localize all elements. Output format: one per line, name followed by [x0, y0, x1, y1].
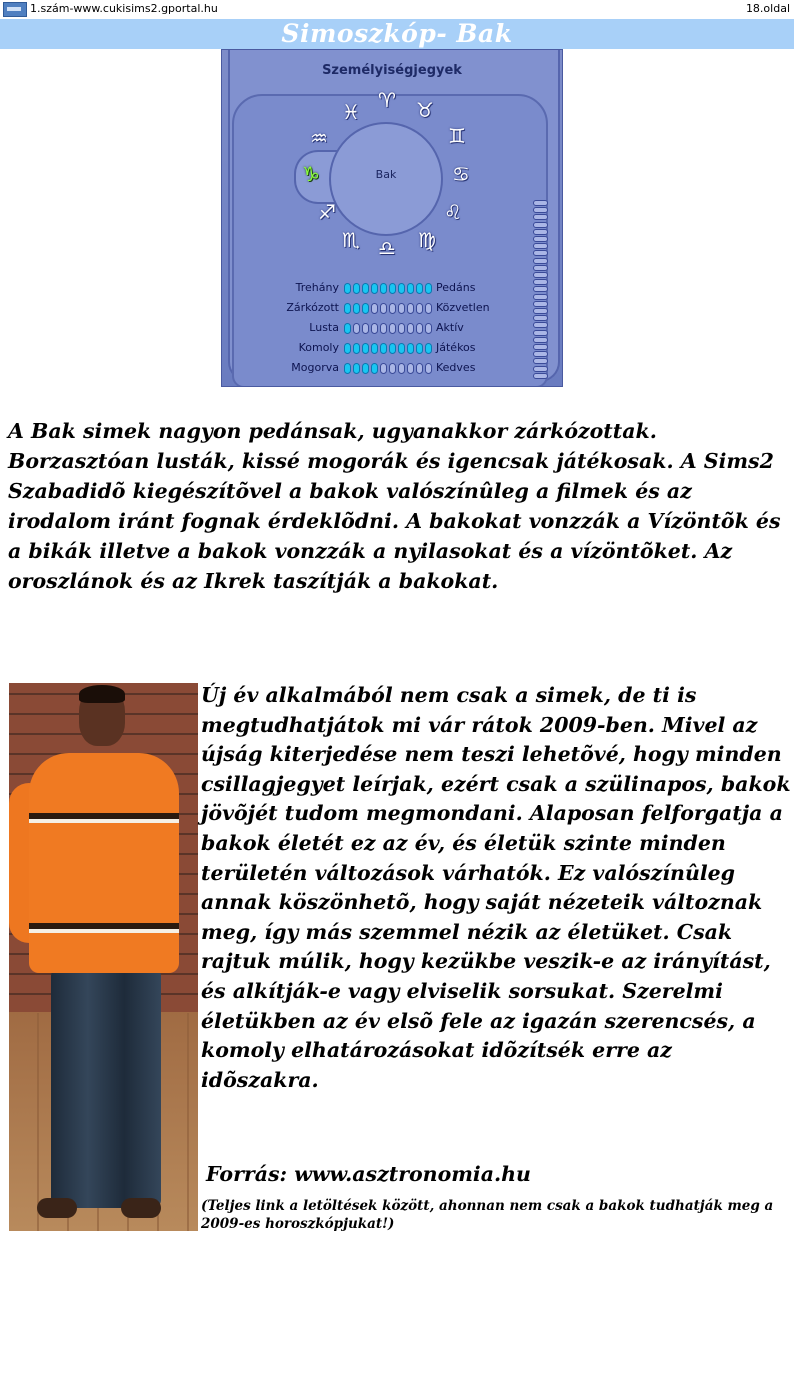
trait-row	[222, 360, 562, 378]
points-remaining-bar	[531, 200, 549, 380]
trait-pip	[380, 303, 387, 314]
sim-photo	[9, 683, 198, 1231]
points-pip	[533, 315, 548, 321]
sim-orange-sweater	[29, 753, 179, 973]
trait-pip	[380, 363, 387, 374]
top-bar	[0, 0, 794, 18]
trait-pip	[344, 303, 351, 314]
trait-pip	[416, 363, 423, 374]
trait-pip	[353, 363, 360, 374]
trait-left-label: Mogorva	[291, 361, 339, 374]
trait-right-label: Pedáns	[436, 281, 476, 294]
points-pip	[533, 330, 548, 336]
trait-pip	[353, 283, 360, 294]
trait-pip	[362, 343, 369, 354]
trait-pip	[398, 303, 405, 314]
trait-pip	[362, 283, 369, 294]
trait-pip	[407, 323, 414, 334]
trait-bar	[344, 283, 434, 295]
page-title: Simoszkóp- Bak	[281, 19, 513, 48]
trait-pip	[389, 303, 396, 314]
trait-right-label: Közvetlen	[436, 301, 490, 314]
trait-pip	[344, 363, 351, 374]
points-pip	[533, 337, 548, 343]
trait-pip	[371, 343, 378, 354]
trait-pip	[398, 343, 405, 354]
sim-jeans	[51, 968, 161, 1208]
trait-pip	[353, 343, 360, 354]
points-pip	[533, 222, 548, 228]
virgo-icon[interactable]: ♍	[418, 228, 436, 252]
trait-right-label: Aktív	[436, 321, 464, 334]
trait-pip	[416, 343, 423, 354]
trait-pip	[407, 303, 414, 314]
gemini-icon[interactable]: ♊	[448, 124, 466, 148]
trait-pip	[416, 303, 423, 314]
trait-pip	[425, 283, 432, 294]
points-pip	[533, 279, 548, 285]
trait-pip	[371, 303, 378, 314]
aries-icon[interactable]: ♈	[378, 88, 396, 112]
trait-pip	[416, 283, 423, 294]
trait-pip	[362, 303, 369, 314]
points-pip	[533, 294, 548, 300]
leo-icon[interactable]: ♌	[444, 200, 462, 224]
trait-left-label: Zárkózott	[286, 301, 339, 314]
trait-bar	[344, 343, 434, 355]
personality-panel	[221, 49, 563, 387]
trait-pip	[353, 323, 360, 334]
trait-pip	[344, 343, 351, 354]
points-pip	[533, 358, 548, 364]
points-pip	[533, 229, 548, 235]
source-line: Forrás: www.asztronomia.hu	[206, 1162, 531, 1186]
trait-row	[222, 280, 562, 298]
points-pip	[533, 308, 548, 314]
sim-shoe-right	[121, 1198, 161, 1218]
trait-pip	[344, 323, 351, 334]
points-pip	[533, 200, 548, 206]
intro-paragraph: A Bak simek nagyon pedánsak, ugyanakkor zárkózottak. Borzasztóan lusták, kissé mogorák és igencsak játékosak. A Sims2 Szabadidõ kiegészítõvel a bakok valószínûleg a filmek és az irodalom iránt fognak érdeklõdni. A bakokat vonzzák a Vízöntõk és a bikák illetve a bakok vonzzák a nyilasokat és a vízöntõket. Az oroszlánok és az Ikrek taszítják a bakokat.	[8, 419, 781, 593]
download-note: (Teljes link a letöltések között, ahonnan nem csak a bakok tudhatják meg a 2009-es horoszkópjukat!)	[201, 1198, 774, 1232]
trait-left-label: Komoly	[298, 341, 339, 354]
trait-right-label: Játékos	[436, 341, 476, 354]
trait-pip	[407, 343, 414, 354]
sim-hair	[79, 685, 125, 703]
taurus-icon[interactable]: ♉	[416, 98, 434, 122]
points-pip	[533, 344, 548, 350]
trait-pip	[398, 283, 405, 294]
trait-pip	[398, 363, 405, 374]
points-pip	[533, 373, 548, 379]
points-pip	[533, 207, 548, 213]
trait-pip	[380, 343, 387, 354]
trait-row	[222, 300, 562, 318]
trait-bar	[344, 303, 434, 315]
sagittarius-icon[interactable]: ♐	[318, 200, 336, 224]
trait-pip	[389, 323, 396, 334]
trait-pip	[389, 343, 396, 354]
trait-pip	[425, 303, 432, 314]
trait-pip	[380, 283, 387, 294]
points-pip	[533, 265, 548, 271]
points-pip	[533, 286, 548, 292]
selected-sign-label: Bak	[375, 168, 397, 181]
libra-icon[interactable]: ♎	[378, 236, 396, 260]
trait-pip	[362, 363, 369, 374]
trait-left-label: Lusta	[309, 321, 339, 334]
pisces-icon[interactable]: ♓	[342, 100, 360, 124]
points-pip	[533, 301, 548, 307]
trait-pip	[371, 283, 378, 294]
trait-pip	[380, 323, 387, 334]
trait-pip	[362, 323, 369, 334]
trait-pip	[344, 283, 351, 294]
points-pip	[533, 351, 548, 357]
trait-pip	[407, 283, 414, 294]
trait-row	[222, 340, 562, 358]
sim-shoe-left	[37, 1198, 77, 1218]
trait-right-label: Kedves	[436, 361, 476, 374]
points-pip	[533, 366, 548, 372]
points-pip	[533, 322, 548, 328]
trait-pip	[353, 303, 360, 314]
aquarius-icon[interactable]: ♒	[310, 126, 328, 150]
capricorn-icon[interactable]: ♑	[302, 162, 320, 186]
trait-pip	[371, 323, 378, 334]
points-pip	[533, 258, 548, 264]
cancer-icon[interactable]: ♋	[452, 162, 470, 186]
trait-bar	[344, 363, 434, 375]
page-number: 18.oldal	[745, 2, 790, 15]
points-pip	[533, 250, 548, 256]
panel-title: Személyiségjegyek	[322, 63, 462, 78]
trait-pip	[425, 343, 432, 354]
site-name: 1.szám-www.cukisims2.gportal.hu	[30, 2, 218, 15]
points-pip	[533, 272, 548, 278]
trait-pip	[371, 363, 378, 374]
scorpio-icon[interactable]: ♏	[342, 228, 360, 252]
title-bar	[0, 19, 794, 49]
trait-bar	[344, 323, 434, 335]
trait-pip	[398, 323, 405, 334]
points-pip	[533, 243, 548, 249]
points-pip	[533, 214, 548, 220]
trait-row	[222, 320, 562, 338]
trait-left-label: Trehány	[295, 281, 339, 294]
trait-pip	[407, 363, 414, 374]
trait-pip	[389, 363, 396, 374]
points-pip	[533, 236, 548, 242]
trait-pip	[389, 283, 396, 294]
trait-pip	[425, 363, 432, 374]
sims-magazine-logo-icon	[3, 2, 27, 17]
trait-pip	[425, 323, 432, 334]
horoscope-paragraph: Új év alkalmából nem csak a simek, de ti is megtudhatjátok mi vár rátok 2009-ben. Mivel az újság kiterjedése nem teszi lehetõvé, hogy minden csillagjegyet leírjak, ezért csak a szülinapos, bakok jövõjét tudom megmondani. Alaposan felforgatja a bakok életét ez az év, és életük szinte minden területén változások várhatók. Ez valószínûleg annak köszönhetõ, hogy saját nézeteik változnak meg, így más szemmel nézik az életüket. Csak rajtuk múlik, hogy kezükbe veszik-e az irányítást, és alkítják-e vagy elviselik sorsukat. Szerelmi életükben az év elsõ fele az igazán szerencsés, a komoly elhatározásokat idõzítsék erre az idõszakra.	[201, 683, 791, 1092]
trait-pip	[416, 323, 423, 334]
